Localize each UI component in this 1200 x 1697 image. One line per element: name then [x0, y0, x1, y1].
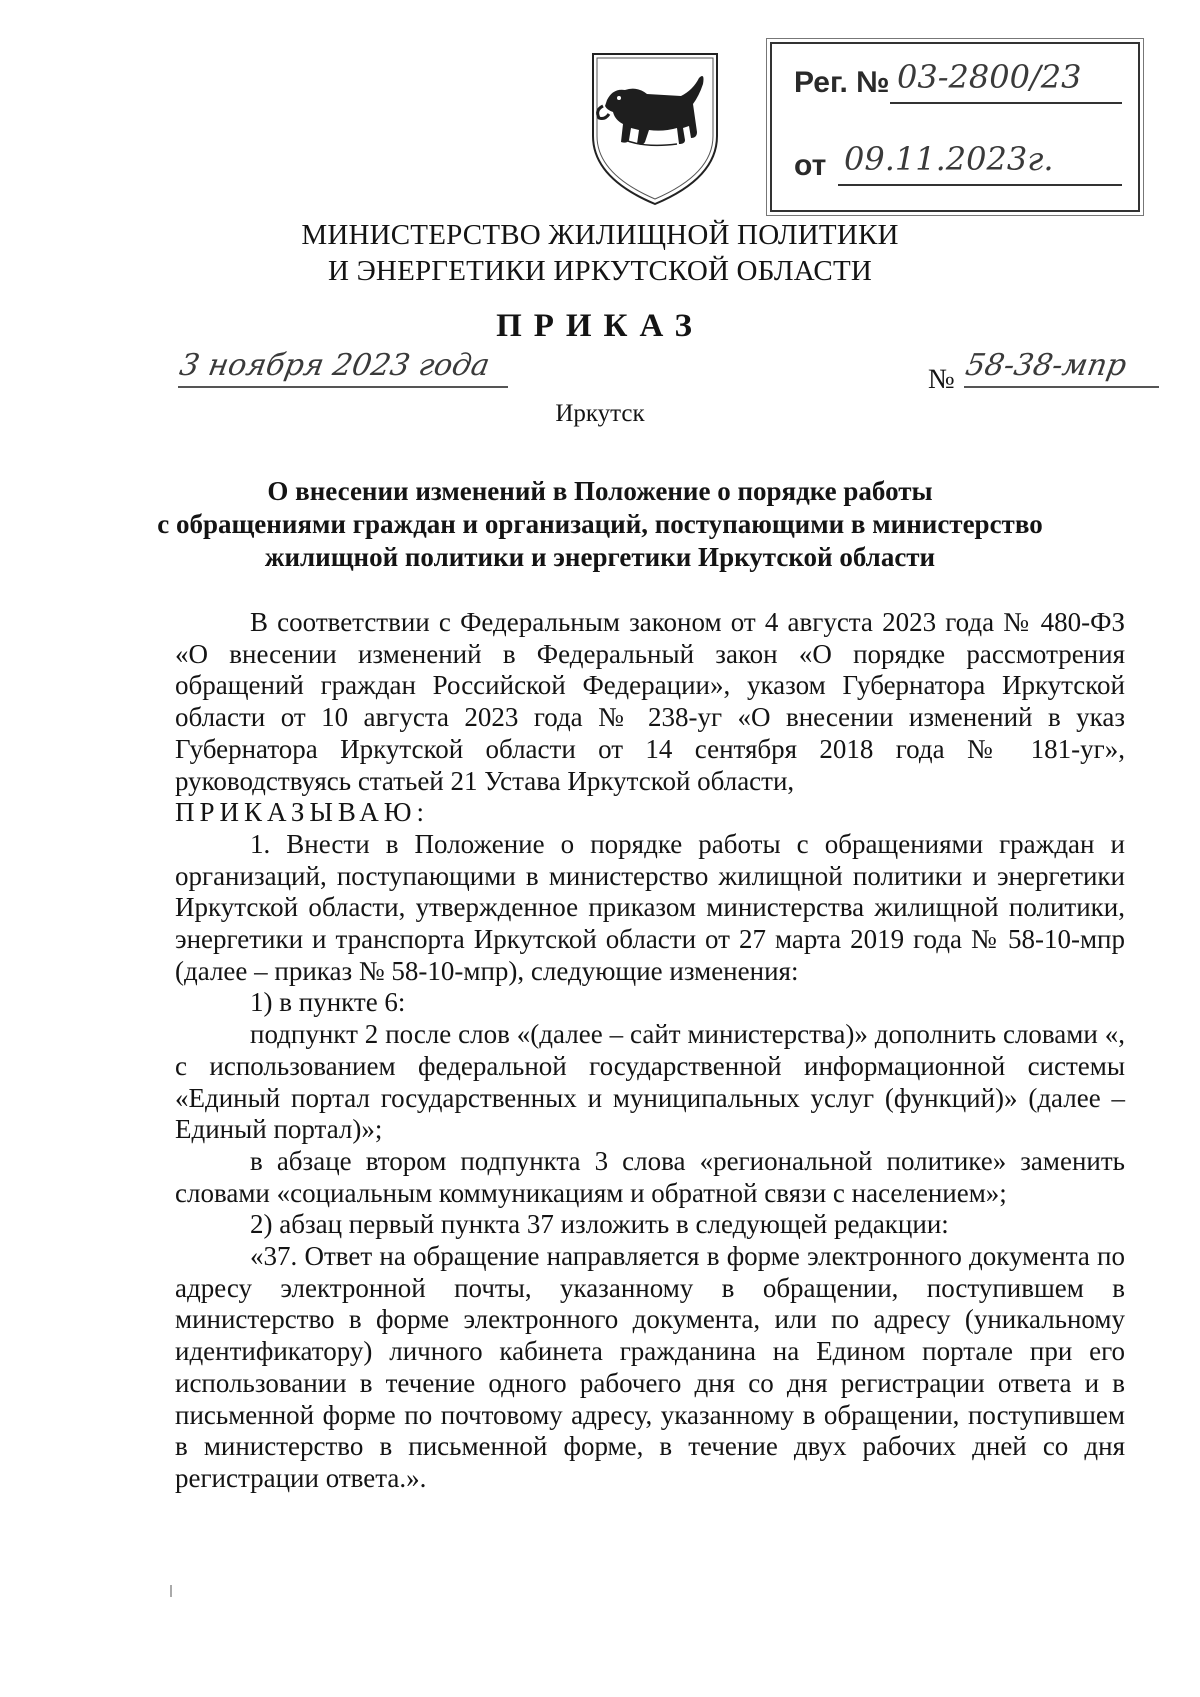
ministry-name-line2: И ЭНЕРГЕТИКИ ИРКУТСКОЙ ОБЛАСТИ — [327, 255, 872, 287]
subitem-1-para-b: в абзаце втором подпункта 3 слова «региональной политике» заменить словами «социальным коммуникациям и обратной связи с населением»; — [175, 1145, 1125, 1208]
order-number-handwritten: 58-38-мпр — [962, 348, 1130, 383]
order-date-handwritten: 3 ноября 2023 года — [176, 348, 493, 383]
reg-number-underline — [890, 102, 1122, 104]
ministry-name — [0, 217, 1200, 289]
title-line3: жилищной политики и энергетики Иркутской области — [264, 542, 936, 572]
coat-of-arms-icon — [585, 48, 725, 208]
item-37-new-text: «37. Ответ на обращение направляется в форме электронного документа по адресу электронной почты, указанному в обращении, поступившем в министерство в форме электронного документа, или по адресу (уникальному идентификатору) личного кабинета гражданина на Едином портале при его использовании в течение одного рабочего дня со дня регистрации ответа и в письменной форме по почтовому адресу, указанному в обращении, поступившем в министерство в письменной форме, в течение двух рабочих дней со дня регистрации ответа.». — [175, 1241, 1125, 1493]
title-line2: с обращениями граждан и организаций, поступающими в министерство — [157, 509, 1043, 539]
subitem-1-para-a: подпункт 2 после слов «(далее – сайт министерства)» дополнить словами «, с использованием федеральной государственной информационной системы «Единый портал государственных и муниципальных услуг (функций)» (далее – Единый портал)»; — [175, 1019, 1125, 1145]
preamble-paragraph: В соответствии с Федеральным законом от 4 августа 2023 года № 480-ФЗ «О внесении изменений в Федеральный закон «О порядке рассмотрения обращений граждан Российской Федерации», указом Губернатора Иркутской области от 10 августа 2023 года № 238-уг «О внесении изменений в указ Губернатора Иркутской области от 14 сентября 2018 года № 181-уг», руководствуясь статьей 21 Устава Иркутской области, — [175, 607, 1125, 796]
item-1-paragraph: 1. Внести в Положение о порядке работы с обращениями граждан и организаций, поступающими в министерство жилищной политики и энергетики Иркутской области, утвержденное приказом министерства жилищной политики, энергетики и транспорта Иркутской области от 27 марта 2019 года № 58-10-мпр (далее – приказ № 58-10-мпр), следующие изменения: — [175, 828, 1125, 986]
city-name: Иркутск — [555, 400, 645, 427]
document-type: ПРИКАЗ — [496, 308, 704, 344]
title-line1: О внесении изменений в Положение о порядке работы — [267, 476, 933, 506]
reg-date-label: от — [794, 149, 827, 182]
margin-mark — [170, 1585, 172, 1597]
order-number-prefix: № — [928, 364, 955, 395]
ministry-name-line1: МИНИСТЕРСТВО ЖИЛИЩНОЙ ПОЛИТИКИ — [301, 219, 899, 251]
order-date-underline — [178, 386, 508, 388]
reg-date-underline — [838, 184, 1122, 186]
document-title — [0, 475, 1200, 574]
subitem-1-paragraph: 1) в пункте 6: — [250, 987, 406, 1018]
reg-date-value: 09.11.2023г. — [844, 140, 1054, 178]
document-body — [175, 607, 1125, 1495]
reg-number-value: 03-2800/23 — [897, 58, 1082, 96]
order-word: ПРИКАЗЫВАЮ: — [175, 797, 429, 828]
registration-stamp — [770, 42, 1140, 212]
subitem-2-paragraph: 2) абзац первый пункта 37 изложить в следующей редакции: — [250, 1209, 949, 1240]
reg-number-label: Рег. № — [794, 66, 890, 99]
order-number-underline — [964, 386, 1159, 388]
